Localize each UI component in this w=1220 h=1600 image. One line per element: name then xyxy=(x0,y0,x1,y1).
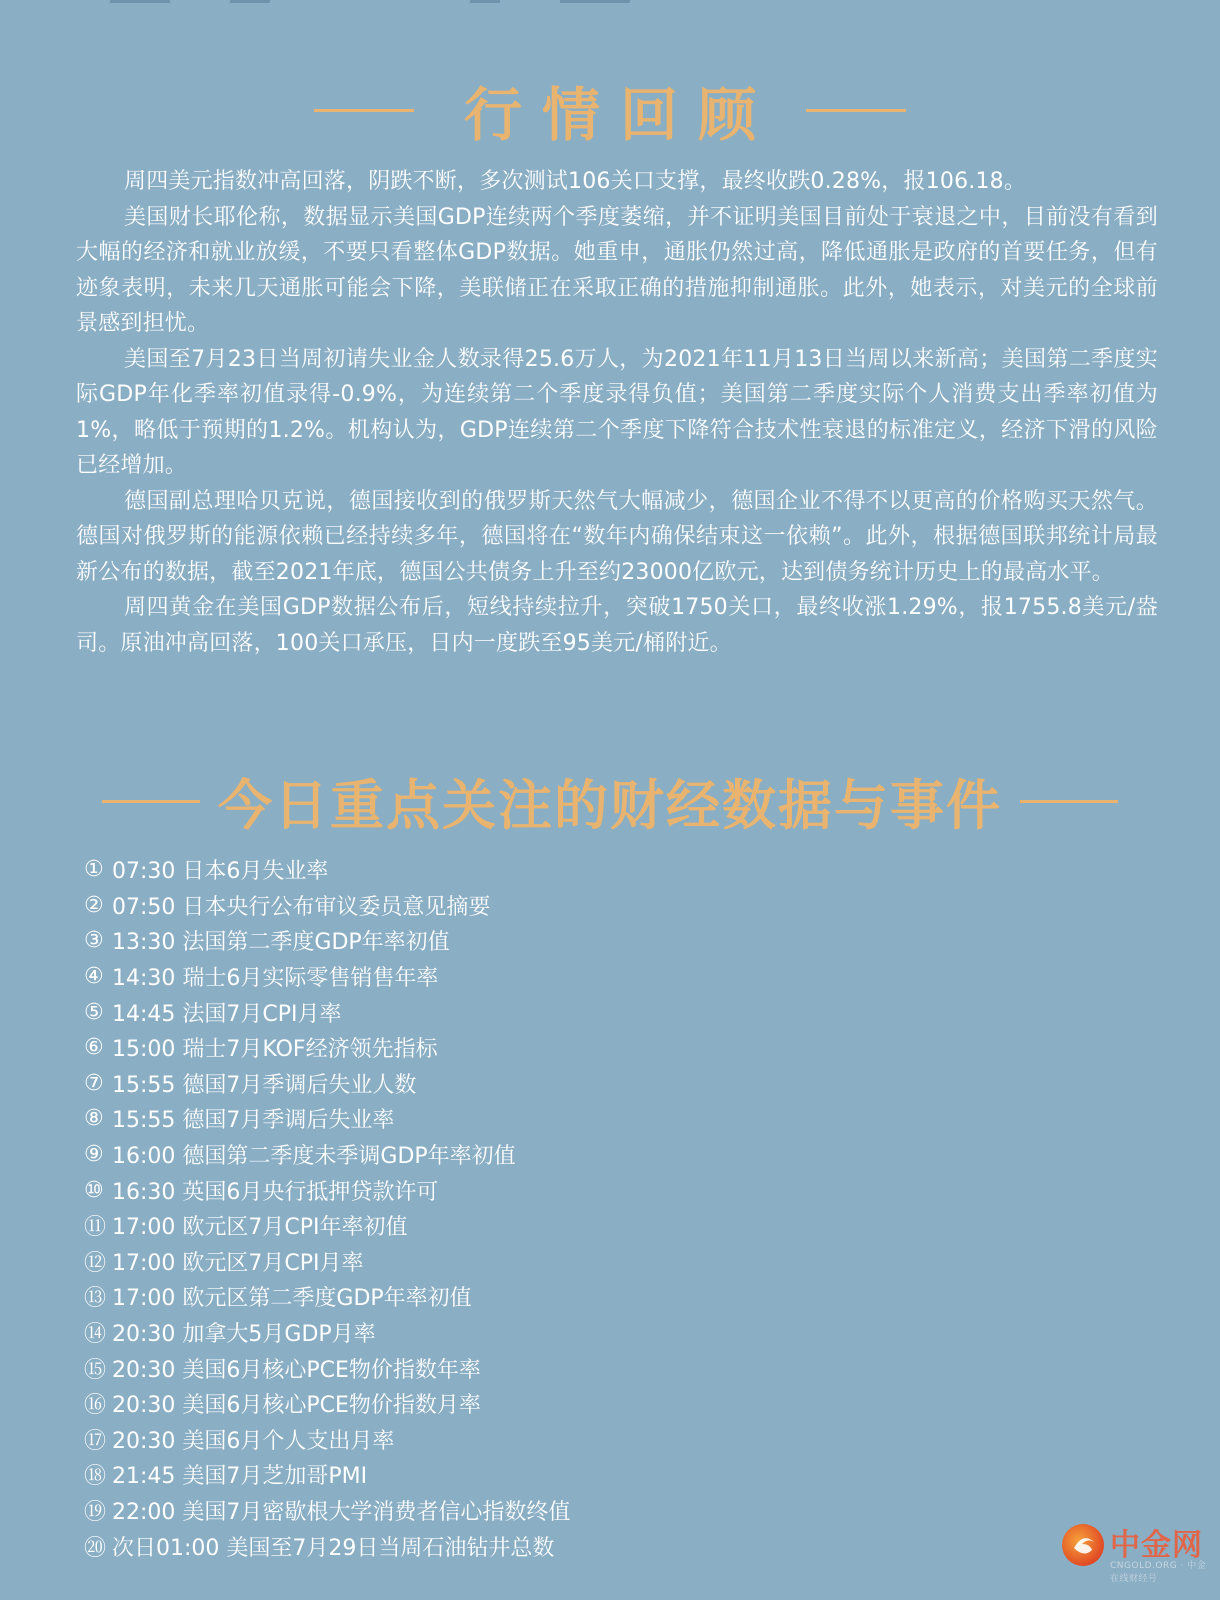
market-review-body xyxy=(76,164,1158,661)
event-text: 14:30 瑞士6月实际零售销售年率 xyxy=(112,966,439,992)
event-number: ⑥ xyxy=(84,1035,104,1061)
event-number: ⑫ xyxy=(84,1250,107,1276)
event-text: 20:30 美国6月核心PCE物价指数月率 xyxy=(112,1393,481,1419)
event-text: 16:00 德国第二季度未季调GDP年率初值 xyxy=(112,1144,516,1170)
event-item xyxy=(84,852,570,888)
event-number: ⑪ xyxy=(84,1215,107,1241)
event-item xyxy=(84,1137,570,1173)
event-item xyxy=(84,888,570,924)
event-number: ⑭ xyxy=(84,1322,107,1348)
event-text: 14:45 法国7月CPI月率 xyxy=(112,1001,342,1027)
review-paragraph: 周四美元指数冲高回落，阴跌不断，多次测试106关口支撑，最终收跌0.28%，报106.18。 xyxy=(124,169,1027,194)
event-text: 次日01:00 美国至7月29日当周石油钻井总数 xyxy=(112,1535,555,1561)
event-item xyxy=(84,1172,570,1208)
event-item xyxy=(84,1493,570,1529)
event-number: ⑩ xyxy=(84,1177,104,1203)
market-review-title: 行情回顾 xyxy=(463,81,776,149)
event-number: ⑳ xyxy=(84,1535,107,1561)
event-number: ⑦ xyxy=(84,1070,104,1096)
event-text: 15:55 德国7月季调后失业率 xyxy=(112,1108,395,1134)
cngold-watermark-logo xyxy=(1062,1520,1212,1590)
event-text: 07:30 日本6月失业率 xyxy=(112,859,329,885)
event-item xyxy=(84,1244,570,1280)
event-item xyxy=(84,1030,570,1066)
event-item xyxy=(84,1350,570,1386)
event-text: 17:00 欧元区7月CPI月率 xyxy=(112,1250,364,1276)
review-paragraph: 周四黄金在美国GDP数据公布后，短线持续拉升，突破1750关口，最终收涨1.29%，报1755.8美元/盎司。原油冲高回落，100关口承压，日内一度跌至95美元/桶附近。 xyxy=(76,595,1158,656)
heading-left-line xyxy=(314,109,414,112)
event-text: 22:00 美国7月密歇根大学消费者信心指数终值 xyxy=(112,1499,571,1525)
review-paragraph: 德国副总理哈贝克说，德国接收到的俄罗斯天然气大幅减少，德国企业不得不以更高的价格购买天然气。德国对俄罗斯的能源依赖已经持续多年，德国将在“数年内确保结束这一依赖”。此外，根据德国联邦统计局最新公布的数据，截至2021年底，德国公共债务上升至约23000亿欧元，达到债务统计历史上的最高水平。 xyxy=(76,488,1158,585)
event-text: 16:30 英国6月央行抵押贷款许可 xyxy=(112,1179,439,1205)
event-number: ⑰ xyxy=(84,1428,107,1454)
top-decorative-strip xyxy=(0,0,1220,6)
event-item xyxy=(84,1208,570,1244)
event-text: 15:55 德国7月季调后失业人数 xyxy=(112,1072,417,1098)
event-text: 15:00 瑞士7月KOF经济领先指标 xyxy=(112,1037,438,1063)
event-number: ⑮ xyxy=(84,1357,107,1383)
event-item xyxy=(84,1101,570,1137)
event-item xyxy=(84,1386,570,1422)
heading-right-line xyxy=(1020,800,1118,803)
event-number: ⑬ xyxy=(84,1286,107,1312)
event-number: ③ xyxy=(84,928,104,954)
event-number: ⑧ xyxy=(84,1106,104,1132)
key-events-title: 今日重点关注的财经数据与事件 xyxy=(218,773,1002,837)
event-item xyxy=(84,923,570,959)
event-item xyxy=(84,1457,570,1493)
heading-right-line xyxy=(806,109,906,112)
event-text: 17:00 欧元区7月CPI年率初值 xyxy=(112,1215,408,1241)
event-text: 21:45 美国7月芝加哥PMI xyxy=(112,1464,368,1490)
event-item xyxy=(84,994,570,1030)
event-text: 20:30 加拿大5月GDP月率 xyxy=(112,1322,376,1348)
event-text: 13:30 法国第二季度GDP年率初值 xyxy=(112,930,450,956)
event-number: ④ xyxy=(84,964,104,990)
watermark-subtitle: CNGOLD.ORG · 中金在线财经号 xyxy=(1110,1561,1207,1584)
event-number: ⑲ xyxy=(84,1499,107,1525)
event-item xyxy=(84,1422,570,1458)
review-paragraph: 美国至7月23日当周初请失业金人数录得25.6万人，为2021年11月13日当周以来新高；美国第二季度实际GDP年化季率初值录得-0.9%，为连续第二个季度录得负值；美国第二季度实际个人消费支出季率初值为1%，略低于预期的1.2%。机构认为，GDP连续第二个季度下降符合技术性衰退的标准定义，经济下滑的风险已经增加。 xyxy=(76,346,1158,478)
review-paragraph: 美国财长耶伦称，数据显示美国GDP连续两个季度萎缩，并不证明美国目前处于衰退之中，目前没有看到大幅的经济和就业放缓，不要只看整体GDP数据。她重申，通胀仍然过高，降低通胀是政府的首要任务，但有迹象表明，未来几天通胀可能会下降，美联储正在采取正确的措施抑制通胀。此外，她表示，对美元的全球前景感到担忧。 xyxy=(76,204,1158,336)
event-text: 20:30 美国6月核心PCE物价指数年率 xyxy=(112,1357,481,1383)
event-item xyxy=(84,959,570,995)
event-item xyxy=(84,1528,570,1564)
cngold-logo-icon xyxy=(1062,1524,1104,1566)
event-item xyxy=(84,1066,570,1102)
event-number: ② xyxy=(84,892,104,918)
watermark-name: 中金网 xyxy=(1110,1528,1203,1563)
heading-left-line xyxy=(102,800,200,803)
event-item xyxy=(84,1315,570,1351)
event-list xyxy=(84,852,570,1564)
key-events-heading xyxy=(0,768,1220,837)
market-review-heading xyxy=(0,78,1220,149)
event-text: 17:00 欧元区第二季度GDP年率初值 xyxy=(112,1286,472,1312)
event-number: ⑯ xyxy=(84,1393,107,1419)
event-text: 20:30 美国6月个人支出月率 xyxy=(112,1428,395,1454)
event-number: ⑱ xyxy=(84,1464,107,1490)
event-item xyxy=(84,1279,570,1315)
event-number: ⑤ xyxy=(84,999,104,1025)
event-number: ⑨ xyxy=(84,1142,104,1168)
event-text: 07:50 日本央行公布审议委员意见摘要 xyxy=(112,894,491,920)
event-number: ① xyxy=(84,857,104,883)
